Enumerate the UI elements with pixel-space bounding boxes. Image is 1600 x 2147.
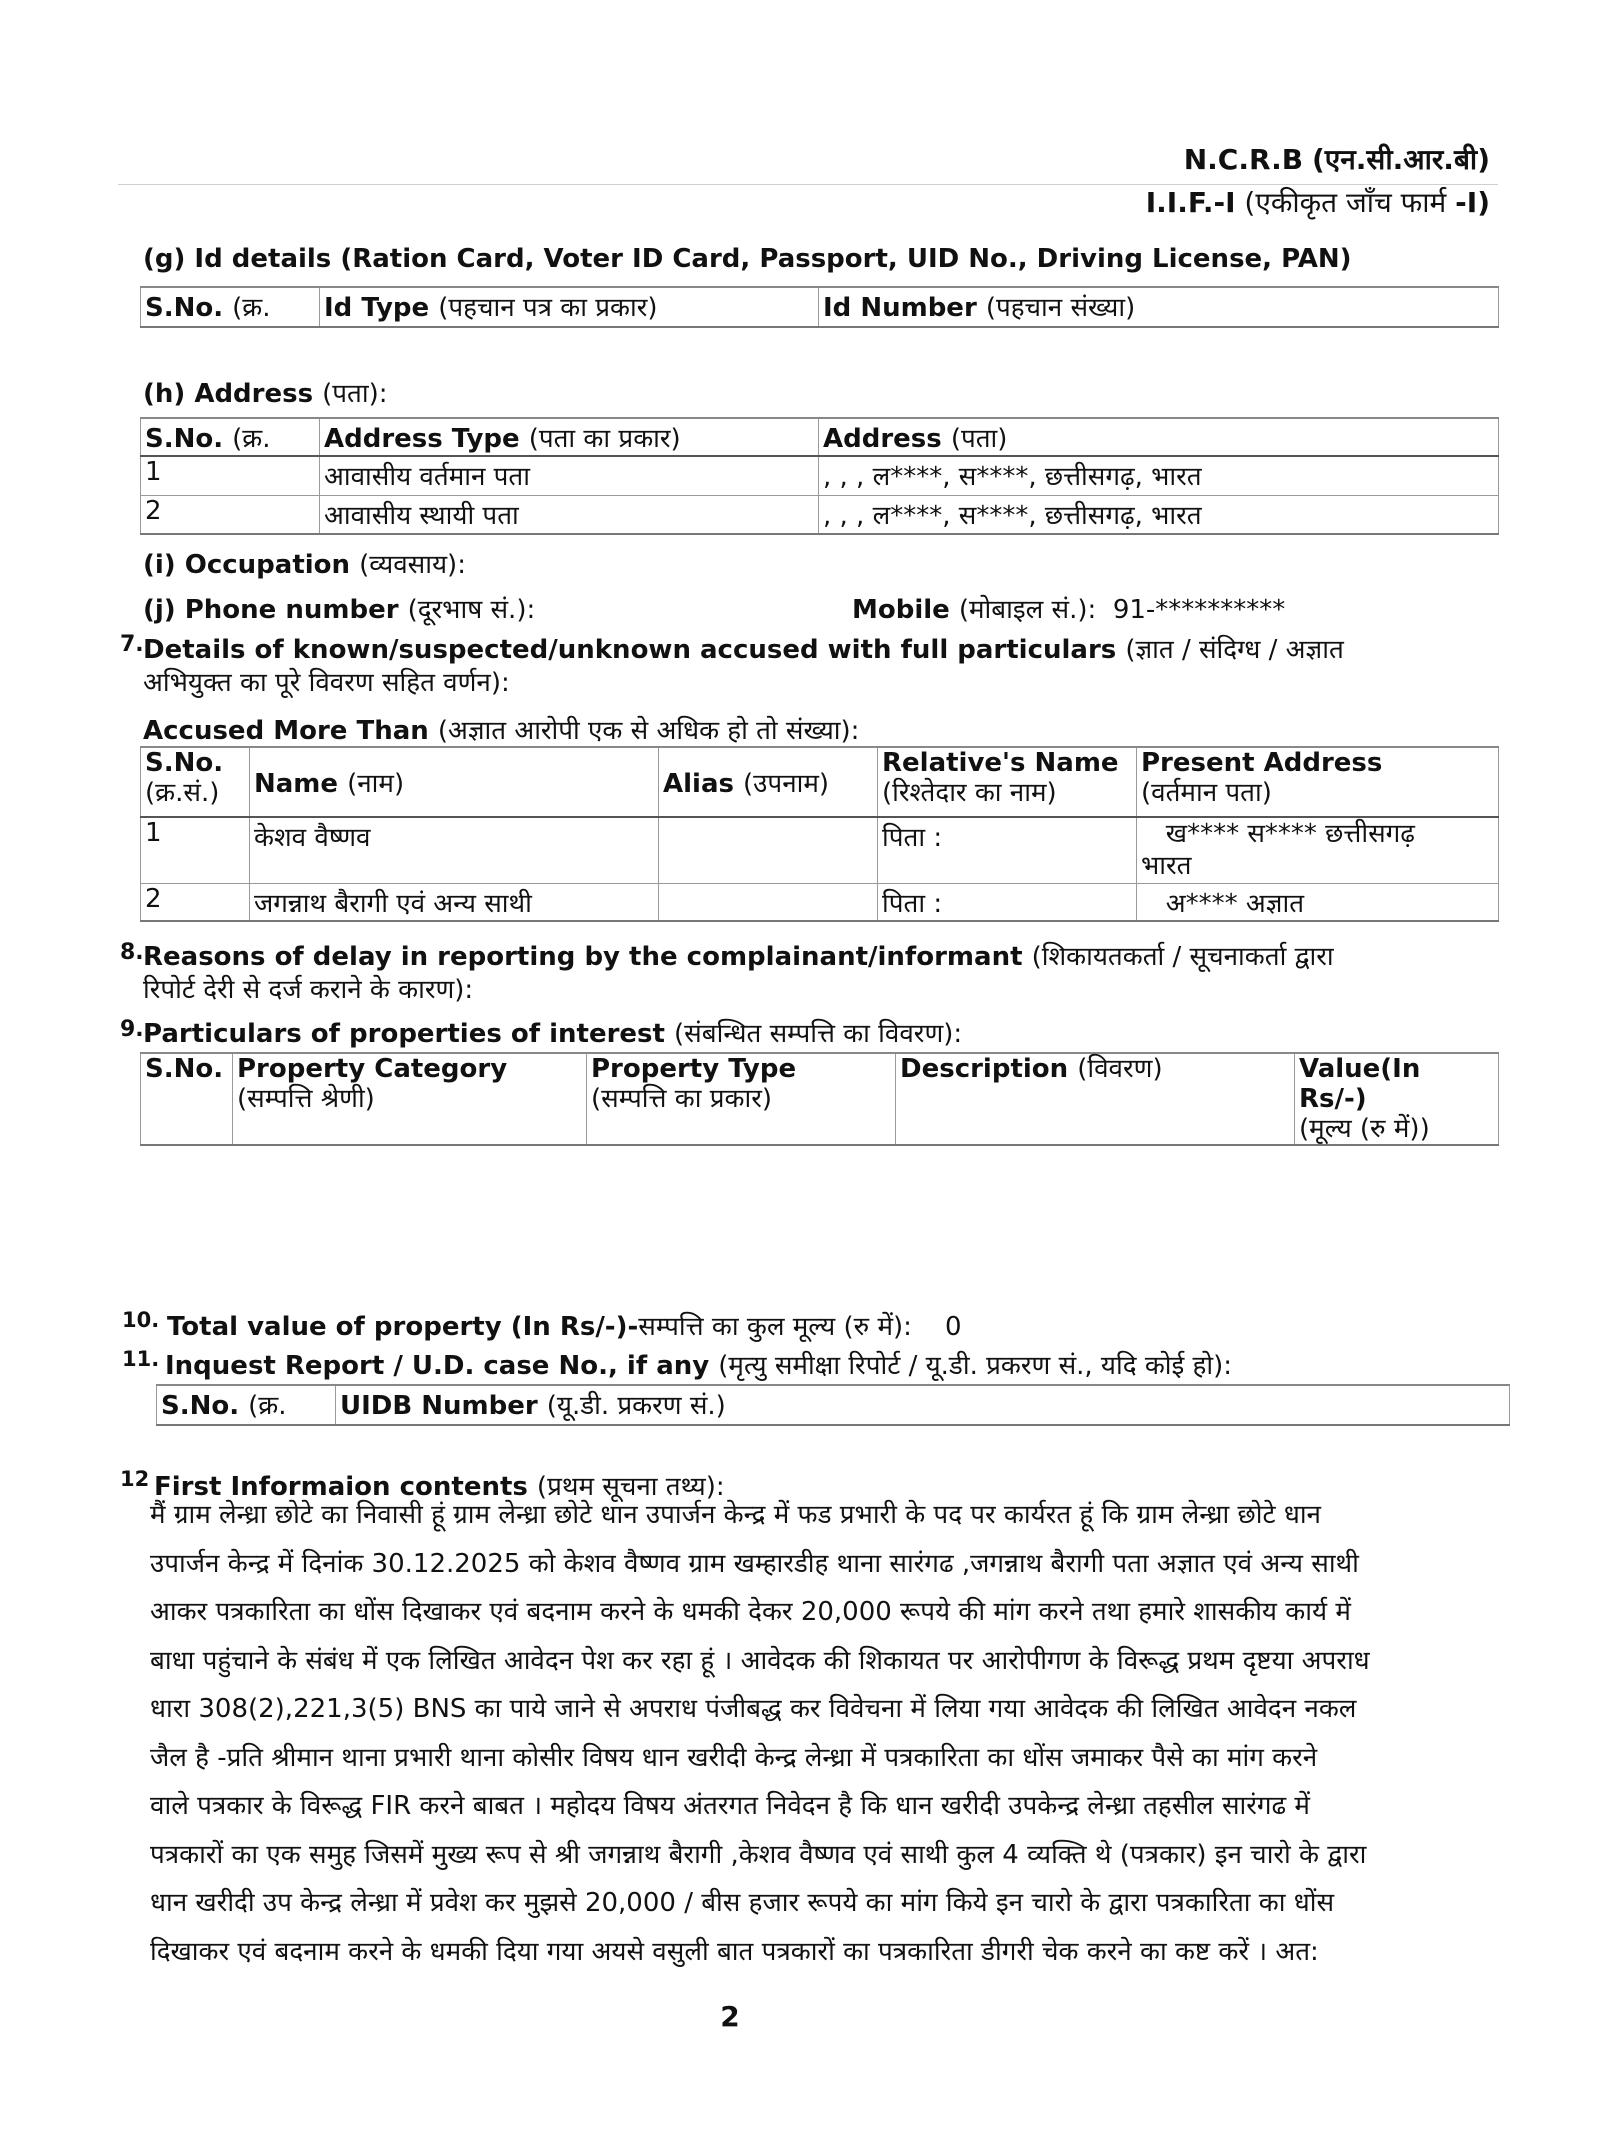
first-info-body	[150, 1491, 1520, 1976]
ncrb-label-hi: (एन.सी.आर.बी)	[1311, 143, 1490, 176]
first-info-line: पत्रकारों का एक समुह जिसमें मुख्य रूप से श्री जगन्नाथ बैरागी ,केशव वैष्णव एवं साथी कुल 4 व्यक्ति थे (पत्रकार) इन चारो के द्वारा	[150, 1839, 1367, 1870]
table-row	[141, 495, 1499, 534]
first-info-line: धान खरीदी उप केन्द्र लेन्ध्रा में प्रवेश कर मुझसे 20,000 / बीस हजार रूपये का मांग किये इन चारो के द्वारा पत्रकारिता का धोंस	[150, 1888, 1335, 1918]
inquest-heading: Inquest Report / U.D. case No., if any (मृत्यु समीक्षा रिपोर्ट / यू.डी. प्रकरण सं., यदि कोई हो):	[165, 1351, 1232, 1381]
cell-relative: पिता :	[878, 817, 1137, 883]
col-address: Address (पता)	[819, 418, 1499, 456]
total-value-label: Total value of property (In Rs/-)-सम्पत्ति का कुल मूल्य (रु में): 0	[167, 1312, 962, 1342]
cell-alias	[659, 883, 878, 921]
address-heading: (h) Address (पता):	[143, 379, 388, 409]
phone-label: (j) Phone number (दूरभाष सं.):	[143, 595, 536, 625]
section-number-7: 7.	[120, 632, 144, 657]
table-row	[141, 883, 1499, 921]
table-row	[141, 817, 1499, 883]
cell-name: जगन्नाथ बैरागी एवं अन्य साथी	[250, 883, 659, 921]
col-value: Value(In Rs/-) (मूल्य (रु में))	[1295, 1053, 1499, 1145]
col-alias: Alias (उपनाम)	[659, 747, 878, 817]
cell-present-address: ख**** स**** छत्तीसगढ़ भारत	[1137, 817, 1499, 883]
col-property-type: Property Type (सम्पत्ति का प्रकार)	[587, 1053, 896, 1145]
inquest-table	[156, 1384, 1510, 1426]
id-details-table	[140, 286, 1499, 328]
ncrb-header	[1184, 140, 1490, 178]
cell-address: , , , ल****, स****, छत्तीसगढ़, भारत	[819, 456, 1499, 495]
accused-table	[140, 746, 1499, 922]
cell-sno: 2	[141, 883, 250, 921]
first-info-line: आकर पत्रकारिता का धोंस दिखाकर एवं बदनाम करने के धमकी देकर 20,000 रूपये की मांग करने तथा हमारे शासकीय कार्य में	[150, 1597, 1351, 1627]
properties-heading: Particulars of properties of interest (संबन्धित सम्पत्ति का विवरण):	[143, 1019, 963, 1049]
col-name: Name (नाम)	[250, 747, 659, 817]
col-sno: S.No. (क्र.सं.)	[141, 747, 250, 817]
col-sno: S.No. (क्र.	[157, 1385, 336, 1425]
col-sno: S.No. (क्र.	[141, 418, 320, 456]
section-number-12: 12	[120, 1467, 150, 1491]
cell-name: केशव वैष्णव	[250, 817, 659, 883]
occupation-label: (i) Occupation (व्यवसाय):	[143, 550, 466, 580]
cell-alias	[659, 817, 878, 883]
col-id-number: Id Number (पहचान संख्या)	[819, 287, 1499, 327]
delay-heading-hi: रिपोर्ट देरी से दर्ज कराने के कारण):	[143, 975, 474, 1005]
form-title	[1146, 183, 1490, 221]
section-number-11: 11.	[122, 1347, 160, 1371]
first-info-line: वाले पत्रकार के विरूद्ध FIR करने बाबत । महोदय विषय अंतरगत निवेदन है कि धान खरीदी उपकेन्द्र लेन्ध्रा तहसील सारंगढ में	[150, 1791, 1310, 1821]
mobile-value: 91-**********	[1112, 595, 1286, 625]
first-info-line: जैल है -प्रति श्रीमान थाना प्रभारी थाना कोसीर विषय धान खरीदी केन्द्र लेन्ध्रा में पत्रकारिता का धोंस जमाकर पैसे का मांग करने	[150, 1742, 1318, 1773]
cell-address-type: आवासीय स्थायी पता	[320, 495, 819, 534]
address-table	[140, 417, 1499, 535]
table-row	[141, 456, 1499, 495]
mobile-field: Mobile (मोबाइल सं.): 91-**********	[852, 595, 1286, 625]
col-id-type: Id Type (पहचान पत्र का प्रकार)	[320, 287, 819, 327]
section-number-8: 8.	[120, 940, 144, 965]
cell-address-type: आवासीय वर्तमान पता	[320, 456, 819, 495]
cell-relative: पिता :	[878, 883, 1137, 921]
total-value: 0	[944, 1312, 962, 1342]
delay-heading: Reasons of delay in reporting by the complainant/informant (शिकायतकर्ता / सूचनाकर्ता द्वारा	[143, 942, 1334, 972]
col-sno: S.No.	[141, 1053, 233, 1145]
page-number: 2	[720, 2000, 740, 2033]
form-title-hi: (एकीकृत जाँच फार्म	[1244, 186, 1456, 219]
col-relative-name: Relative's Name (रिश्तेदार का नाम)	[878, 747, 1137, 817]
first-info-line: दिखाकर एवं बदनाम करने के धमकी दिया गया अयसे वसुली बात पत्रकारों का पत्रकारिता डीगरी चेक करने का कष्ट करें । अत:	[150, 1936, 1319, 1967]
form-title-suffix: -I)	[1455, 186, 1490, 219]
first-info-line: बाधा पहुंचाने के संबंध में एक लिखित आवेदन पेश कर रहा हूं । आवेदक की शिकायत पर आरोपीगण के विरूद्ध प्रथम दृष्टया अपराध	[150, 1645, 1370, 1676]
col-present-address: Present Address (वर्तमान पता)	[1137, 747, 1499, 817]
cell-sno: 2	[141, 495, 320, 534]
section-number-9: 9.	[120, 1017, 144, 1042]
cell-sno: 1	[141, 456, 320, 495]
first-info-line: मैं ग्राम लेन्ध्रा छोटे का निवासी हूं ग्राम लेन्ध्रा छोटे धान उपार्जन केन्द्र में फड प्रभारी के पद पर कार्यरत हूं कि ग्राम लेन्ध्रा छोटे धान	[150, 1500, 1321, 1530]
section-number-10: 10.	[122, 1308, 160, 1332]
col-sno: S.No. (क्र.	[141, 287, 320, 327]
properties-table	[140, 1052, 1499, 1146]
accused-heading: Details of known/suspected/unknown accused with full particulars (ज्ञात / संदिग्ध / अज्ञात	[143, 635, 1344, 665]
first-info-line: धारा 308(2),221,3(5) BNS का पाये जाने से अपराध पंजीबद्ध कर विवेचना में लिया गया आवेदक की लिखित आवेदन नकल	[150, 1694, 1357, 1724]
first-info-heading: First Informaion contents (प्रथम सूचना तथ्य):	[154, 1472, 725, 1502]
cell-address: , , , ल****, स****, छत्तीसगढ़, भारत	[819, 495, 1499, 534]
id-details-heading: (g) Id details (Ration Card, Voter ID Card, Passport, UID No., Driving License, PAN)	[143, 244, 1352, 274]
col-description: Description (विवरण)	[896, 1053, 1295, 1145]
accused-heading-hi: अभियुक्त का पूरे विवरण सहित वर्णन):	[143, 668, 510, 698]
col-address-type: Address Type (पता का प्रकार)	[320, 418, 819, 456]
accused-more-than-label: Accused More Than (अज्ञात आरोपी एक से अधिक हो तो संख्या):	[143, 716, 860, 746]
cell-sno: 1	[141, 817, 250, 883]
first-info-line: उपार्जन केन्द्र में दिनांक 30.12.2025 को केशव वैष्णव ग्राम खम्हारडीह थाना सारंगढ ,जगन्नाथ बैरागी पता अज्ञात एवं अन्य साथी	[150, 1548, 1359, 1579]
ncrb-label: N.C.R.B	[1183, 143, 1304, 176]
col-property-category: Property Category (सम्पत्ति श्रेणी)	[233, 1053, 587, 1145]
form-code: I.I.F.-I	[1145, 186, 1236, 219]
cell-present-address: अ**** अज्ञात	[1137, 883, 1499, 921]
col-uidb-number: UIDB Number (यू.डी. प्रकरण सं.)	[336, 1385, 1510, 1425]
